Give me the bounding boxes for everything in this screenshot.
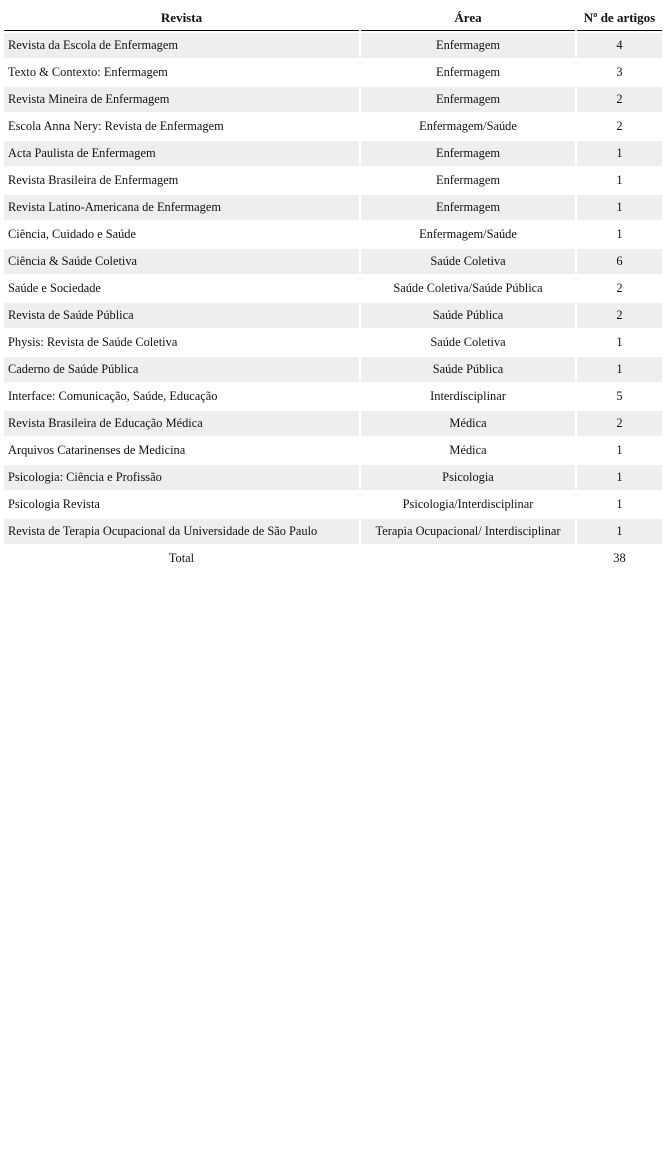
- journal-name-cell: Physis: Revista de Saúde Coletiva: [4, 330, 359, 357]
- journal-name-cell: Revista de Saúde Pública: [4, 303, 359, 330]
- header-article-count: Nº de artigos: [577, 6, 662, 31]
- table-row: [4, 438, 662, 465]
- journal-name-cell: Psicologia: Ciência e Profissão: [4, 465, 359, 492]
- area-cell: Enfermagem: [361, 87, 575, 114]
- table-body: [4, 31, 662, 573]
- table-row: [4, 411, 662, 438]
- header-journal: Revista: [4, 6, 359, 31]
- area-cell: Médica: [361, 438, 575, 465]
- article-count-cell: 1: [577, 168, 662, 195]
- table-row: [4, 465, 662, 492]
- table-row: [4, 276, 662, 303]
- journal-name-cell: Caderno de Saúde Pública: [4, 357, 359, 384]
- header-area: Área: [361, 6, 575, 31]
- article-count-cell: 2: [577, 411, 662, 438]
- area-cell: Saúde Pública: [361, 357, 575, 384]
- journal-name-cell: Revista da Escola de Enfermagem: [4, 33, 359, 60]
- article-count-cell: 4: [577, 33, 662, 60]
- area-cell: Enfermagem: [361, 60, 575, 87]
- article-count-cell: 1: [577, 141, 662, 168]
- area-cell: Enfermagem/Saúde: [361, 114, 575, 141]
- table-row: [4, 33, 662, 60]
- area-cell: Enfermagem: [361, 195, 575, 222]
- journal-name-cell: Arquivos Catarinenses de Medicina: [4, 438, 359, 465]
- total-row: [4, 546, 662, 573]
- table-row: [4, 303, 662, 330]
- total-area-empty: [361, 546, 575, 573]
- area-cell: Enfermagem: [361, 141, 575, 168]
- article-count-cell: 2: [577, 276, 662, 303]
- header-row: [4, 6, 662, 31]
- article-count-cell: 1: [577, 357, 662, 384]
- article-count-cell: 6: [577, 249, 662, 276]
- journal-articles-table: [2, 6, 664, 573]
- journal-name-cell: Revista Brasileira de Enfermagem: [4, 168, 359, 195]
- table-row: [4, 87, 662, 114]
- table-row: [4, 141, 662, 168]
- table-header: [4, 6, 662, 31]
- article-count-cell: 5: [577, 384, 662, 411]
- table-row: [4, 492, 662, 519]
- table-row: [4, 357, 662, 384]
- journal-name-cell: Escola Anna Nery: Revista de Enfermagem: [4, 114, 359, 141]
- area-cell: Saúde Coletiva/Saúde Pública: [361, 276, 575, 303]
- article-count-cell: 3: [577, 60, 662, 87]
- area-cell: Interdisciplinar: [361, 384, 575, 411]
- area-cell: Enfermagem: [361, 168, 575, 195]
- journal-name-cell: Revista de Terapia Ocupacional da Universidade de São Paulo: [4, 519, 359, 546]
- table-row: [4, 195, 662, 222]
- table-row: [4, 249, 662, 276]
- table-row: [4, 384, 662, 411]
- total-label: Total: [4, 546, 359, 573]
- journal-name-cell: Ciência, Cuidado e Saúde: [4, 222, 359, 249]
- journal-table-container: [0, 0, 662, 573]
- area-cell: Saúde Coletiva: [361, 330, 575, 357]
- table-row: [4, 222, 662, 249]
- area-cell: Psicologia: [361, 465, 575, 492]
- article-count-cell: 1: [577, 330, 662, 357]
- table-row: [4, 519, 662, 546]
- table-row: [4, 60, 662, 87]
- article-count-cell: 1: [577, 438, 662, 465]
- article-count-cell: 2: [577, 114, 662, 141]
- table-row: [4, 330, 662, 357]
- area-cell: Saúde Coletiva: [361, 249, 575, 276]
- area-cell: Psicologia/Interdisciplinar: [361, 492, 575, 519]
- article-count-cell: 1: [577, 492, 662, 519]
- article-count-cell: 1: [577, 519, 662, 546]
- article-count-cell: 2: [577, 87, 662, 114]
- journal-name-cell: Interface: Comunicação, Saúde, Educação: [4, 384, 359, 411]
- article-count-cell: 1: [577, 465, 662, 492]
- area-cell: Enfermagem: [361, 33, 575, 60]
- journal-name-cell: Revista Latino-Americana de Enfermagem: [4, 195, 359, 222]
- article-count-cell: 1: [577, 195, 662, 222]
- area-cell: Enfermagem/Saúde: [361, 222, 575, 249]
- journal-name-cell: Psicologia Revista: [4, 492, 359, 519]
- article-count-cell: 2: [577, 303, 662, 330]
- journal-name-cell: Acta Paulista de Enfermagem: [4, 141, 359, 168]
- table-row: [4, 168, 662, 195]
- journal-name-cell: Ciência & Saúde Coletiva: [4, 249, 359, 276]
- total-count: 38: [577, 546, 662, 573]
- article-count-cell: 1: [577, 222, 662, 249]
- journal-name-cell: Revista Brasileira de Educação Médica: [4, 411, 359, 438]
- table-row: [4, 114, 662, 141]
- area-cell: Médica: [361, 411, 575, 438]
- area-cell: Terapia Ocupacional/ Interdisciplinar: [361, 519, 575, 546]
- journal-name-cell: Texto & Contexto: Enfermagem: [4, 60, 359, 87]
- journal-name-cell: Saúde e Sociedade: [4, 276, 359, 303]
- journal-name-cell: Revista Mineira de Enfermagem: [4, 87, 359, 114]
- area-cell: Saúde Pública: [361, 303, 575, 330]
